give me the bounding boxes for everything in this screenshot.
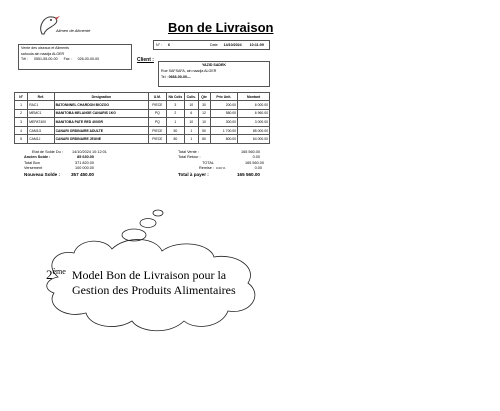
cell-ref: MEPAT400 (28, 118, 54, 127)
remise-percent: 0.00 % (216, 166, 226, 171)
remise-label: Remise : (199, 166, 214, 171)
cell-designation: CANARI ORDINAIRE ADULTE (54, 126, 149, 135)
client-name: YAZID SADEK (201, 63, 227, 67)
total-bon-label: Total Bon (24, 160, 40, 165)
cell-nb: 1 (166, 118, 184, 127)
cell-montant: 3 000.00 (238, 118, 270, 127)
cell-qte: 50 (198, 126, 210, 135)
cell-um: PIECE (149, 135, 167, 144)
remise-value: 0.00 (254, 166, 262, 171)
balance-summary (24, 150, 107, 177)
cell-montant: 6 000.00 (238, 101, 270, 110)
cell-ref: CAM1J (28, 135, 54, 144)
cell-ref: CAM1G (28, 126, 54, 135)
header-um: U.M. (149, 93, 167, 101)
cell-prix: 1 700.00 (210, 126, 237, 135)
ancien-solde-value: 85 630.00 (77, 155, 94, 160)
total-value: 165 560.00 (244, 160, 264, 165)
total-label: TOTAL (202, 160, 214, 165)
header-prix: Prix Unit. (210, 93, 237, 101)
caption-text-1: Model Bon de Livraison pour la (71, 268, 227, 282)
table-row (15, 135, 270, 144)
cell-n: 4 (15, 126, 28, 135)
sender-line-1: Vente des oiseaux et Aliments (21, 46, 69, 50)
cell-colis: 6 (185, 109, 198, 118)
client-tel: 0666-00-00--- (168, 74, 191, 79)
cell-prix: 800.00 (210, 135, 237, 144)
cell-qte: 10 (198, 118, 210, 127)
caption-line-2: Gestion des Produits Alimentaires (72, 283, 236, 297)
cell-ref: MEMC1 (28, 109, 54, 118)
cell-n: 5 (15, 135, 28, 144)
cell-colis: 1 (185, 126, 198, 135)
ancien-solde-label: Ancien Solde : (24, 155, 51, 160)
total-retour-value: 0.00 (252, 155, 260, 160)
document-time: 10:11:09 (249, 43, 264, 47)
cell-n: 2 (15, 109, 28, 118)
total-retour-label: Total Retour : (178, 155, 201, 160)
total-a-payer-label: Total à payer : (178, 171, 209, 177)
table-row (15, 109, 270, 118)
sender-fax-label: Fax : (63, 57, 72, 62)
cell-qte: 80 (198, 135, 210, 144)
cell-montant: 64 000.00 (238, 135, 270, 144)
cell-nb: 3 (166, 101, 184, 110)
total-vente-label: Total Vente : (178, 150, 199, 154)
cell-ref: RAC1 (28, 101, 54, 110)
table-row (15, 126, 270, 135)
cell-um: PIECE (149, 126, 167, 135)
header-colis: Colis. (185, 93, 198, 101)
versement-value: 100 000.00 (74, 166, 94, 171)
document-date: 14/10/2024 (223, 43, 242, 47)
caption-number: 2 (46, 267, 53, 282)
etat-label: Etat de Solde Du : (32, 150, 63, 154)
cell-prix: 200.00 (210, 101, 237, 110)
header-n: N° (15, 93, 28, 101)
date-label: Date (210, 43, 218, 47)
header-designation: Designation (54, 93, 149, 101)
meta-box (153, 40, 270, 50)
sender-line-2: sahoula ain naadja ALGER (21, 51, 65, 56)
document-number: 6 (168, 43, 171, 47)
cell-prix: 580.00 (210, 109, 237, 118)
etat-value: 14/10/2024 10:12:01 (72, 150, 107, 154)
nouveau-solde-label: Nouveau Solde : (24, 171, 60, 177)
client-label: Client : (137, 57, 154, 63)
cell-montant: 6 960.00 (238, 109, 270, 118)
cell-designation: CANARI ORDINAIRE JEUNE (54, 135, 149, 144)
client-phone (161, 75, 267, 81)
cell-nb: 50 (166, 126, 184, 135)
logo-text: Alimen de Alimenté (56, 28, 91, 33)
nouveau-solde-value: 357 450.00 (71, 171, 94, 177)
cell-um: PQ (149, 109, 167, 118)
caption-line-1 (46, 264, 236, 283)
totals-summary (178, 150, 264, 177)
caption-text (46, 264, 236, 298)
header-montant: Montant (238, 93, 270, 101)
sender-tel: 0551-55-00-00 (34, 57, 58, 62)
client-tel-label: Tel : (161, 74, 168, 79)
cell-designation: MANITOBA MELANGE CANARIS 1KG (54, 109, 149, 118)
cell-montant: 85 000.00 (238, 126, 270, 135)
table-row (15, 118, 270, 127)
bird-logo-icon (34, 12, 94, 38)
sender-contact (21, 57, 129, 63)
table-row (15, 101, 270, 110)
total-bon-value: 371 820.00 (74, 160, 94, 165)
items-table (14, 92, 270, 144)
sender-tel-label: Tél : (21, 57, 28, 62)
cell-colis: 10 (185, 118, 198, 127)
cell-nb: 80 (166, 135, 184, 144)
sender-fax: 026-00-00-00 (77, 57, 100, 62)
total-vente-value: 165 560.00 (240, 150, 260, 154)
header-nb-colis: Nb Colis (166, 93, 184, 101)
cell-qte: 12 (198, 109, 210, 118)
cell-prix: 300.00 (210, 118, 237, 127)
cell-nb: 2 (166, 109, 184, 118)
cell-colis: 1 (185, 135, 198, 144)
client-address: Rue SAFSAFA, ain naadja ALGER (161, 68, 217, 73)
cell-designation: BATONNNEL CHARDON BIOZOO (54, 101, 149, 110)
client-box (158, 61, 270, 87)
number-label: N° : (156, 43, 163, 47)
cell-n: 1 (15, 101, 28, 110)
cell-um: PQ (149, 118, 167, 127)
header-ref: Ref. (28, 93, 54, 101)
cell-n: 3 (15, 118, 28, 127)
cell-um: PIECE (149, 101, 167, 110)
document-title: Bon de Livraison (168, 20, 274, 35)
caption-superscript: ème (52, 267, 66, 276)
table-header-row (15, 93, 270, 101)
total-a-payer-value: 165 560.00 (237, 171, 260, 177)
cell-qte: 30 (198, 101, 210, 110)
cell-colis: 10 (185, 101, 198, 110)
versement-label: Versement (24, 166, 43, 171)
cell-designation: MANITOBA PATE RED 400GR (54, 118, 149, 127)
header-qte: Qte (198, 93, 210, 101)
sender-box (18, 44, 132, 70)
